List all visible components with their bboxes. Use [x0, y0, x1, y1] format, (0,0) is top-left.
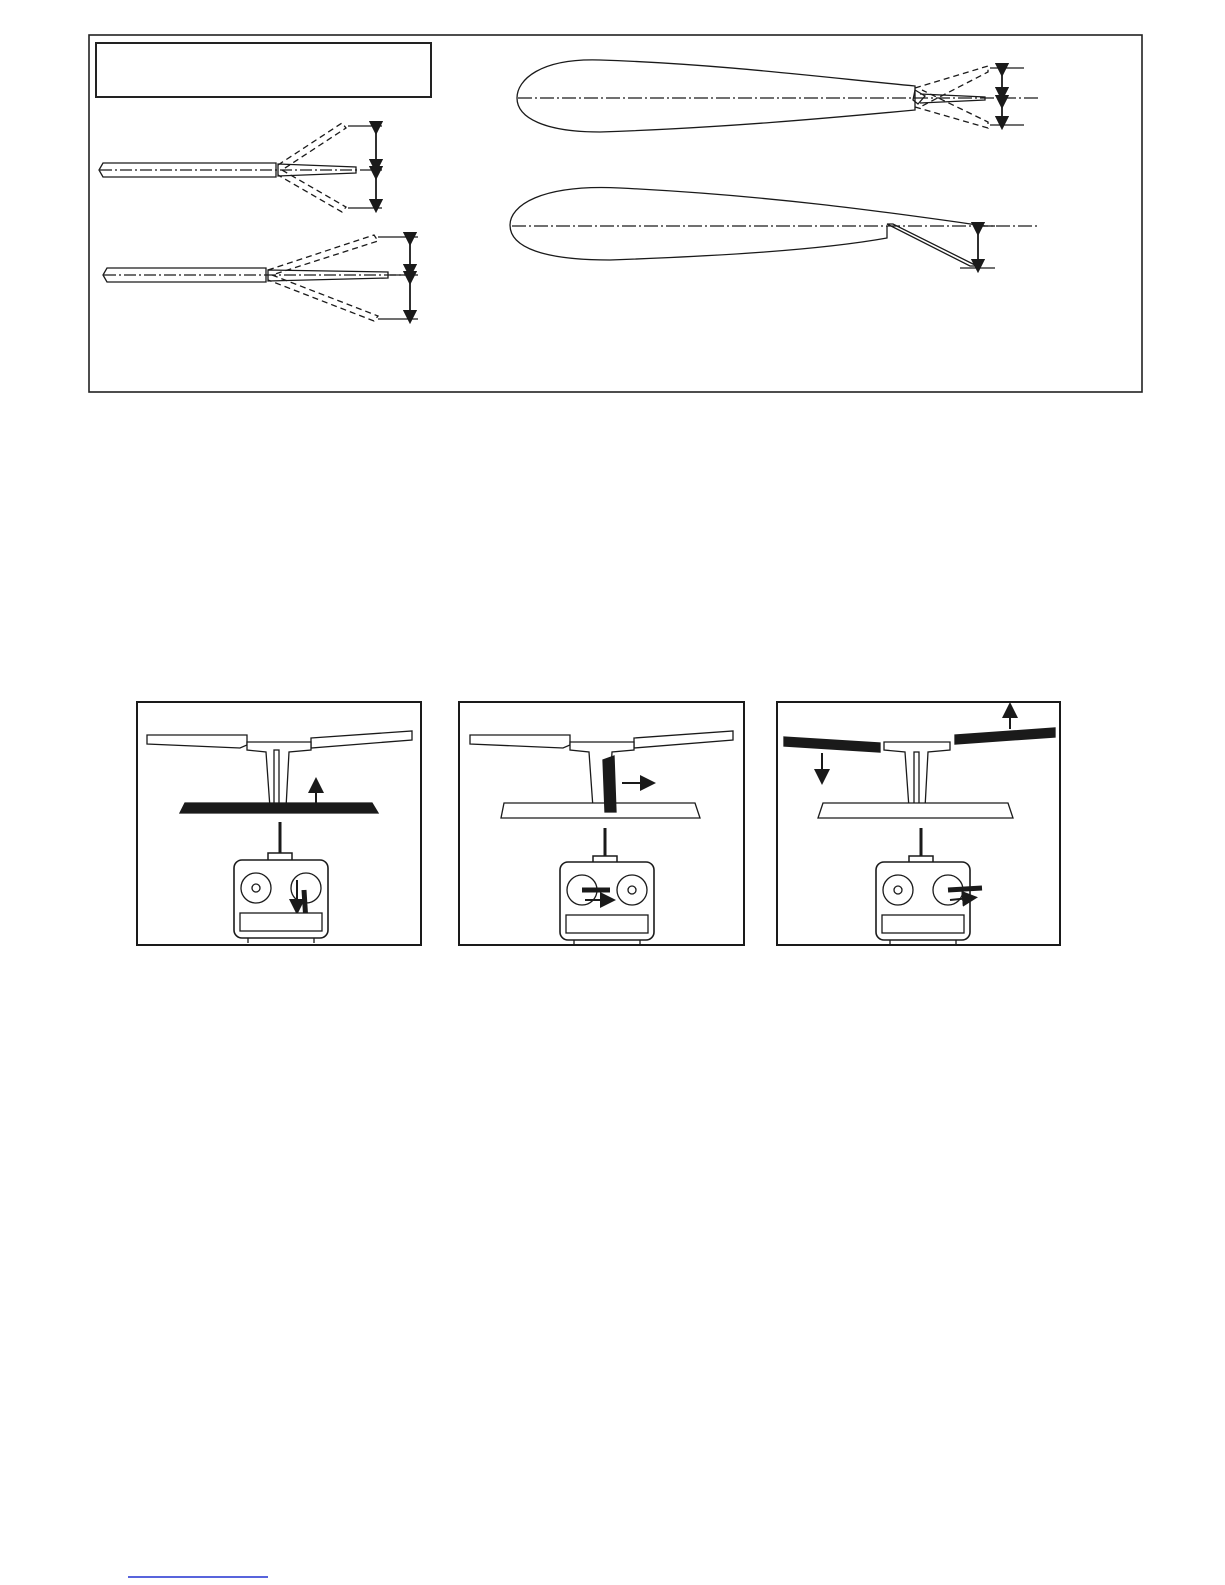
elevator-side-view-small	[99, 123, 382, 212]
top-diagram-frame	[89, 35, 1142, 392]
aileron-right-panel	[777, 702, 1060, 945]
airfoil-aileron-throw	[517, 60, 1040, 132]
elevator-up-panel	[137, 702, 421, 945]
rudder-side-view-small	[103, 235, 418, 321]
airfoil-flap-throw	[510, 188, 1040, 268]
rudder-right-panel	[459, 702, 744, 945]
title-box	[96, 43, 431, 97]
